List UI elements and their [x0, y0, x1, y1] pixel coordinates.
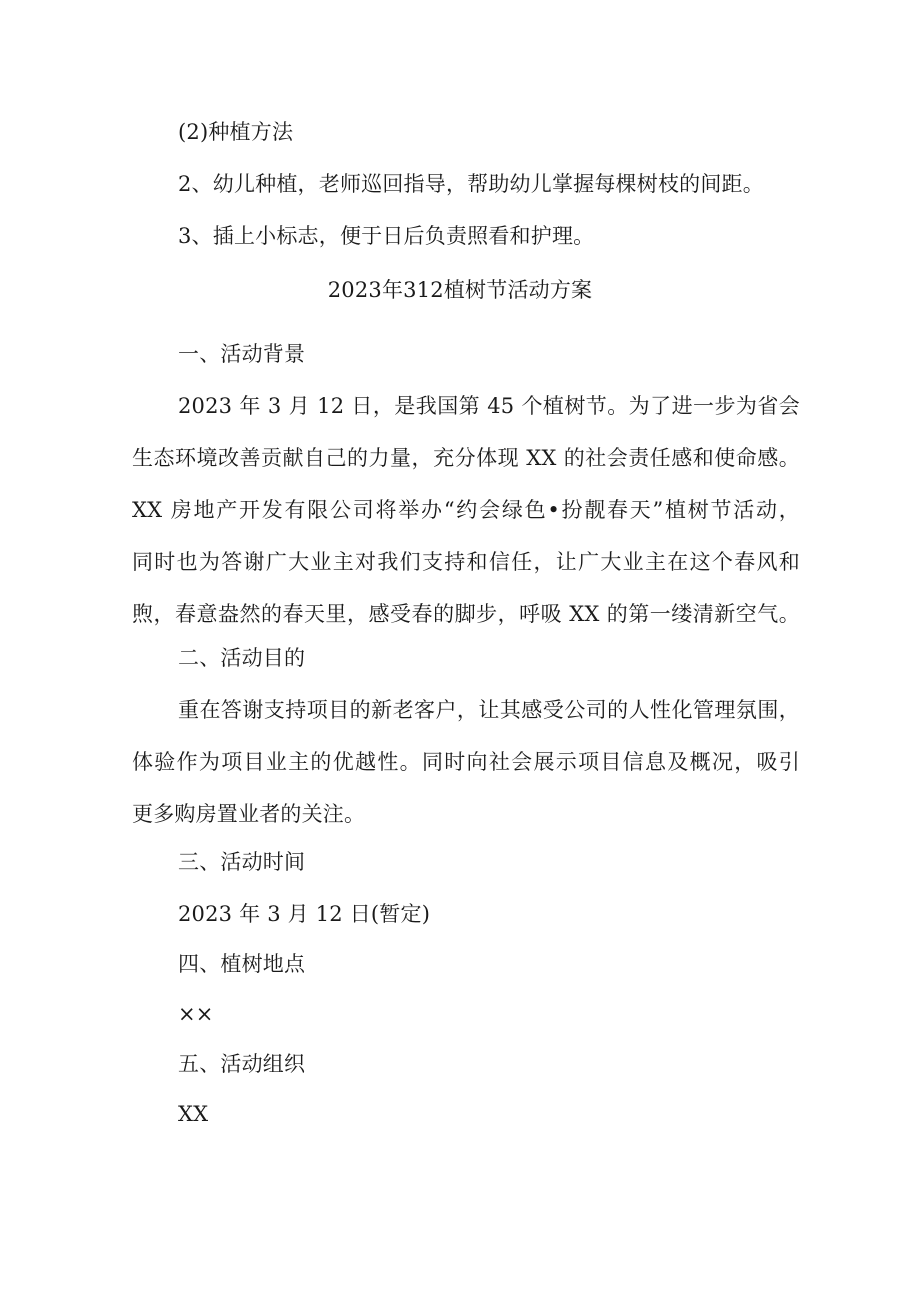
paragraph-background-line-1: 2023 年 3 月 12 日，是我国第 45 个植树节。为了进一步为省会 [178, 394, 800, 418]
document-title: 2023年312植树节活动方案 [327, 278, 593, 302]
paragraph-location: ×× [178, 1002, 214, 1026]
paragraph-time: 2023 年 3 月 12 日(暂定) [178, 902, 431, 926]
paragraph-step-3: 3、插上小标志，便于日后负责照看和护理。 [178, 224, 595, 248]
paragraph-background-line-5: 煦，春意盎然的春天里，感受春的脚步，呼吸 XX 的第一缕清新空气。 [132, 602, 800, 626]
paragraph-background-line-3: XX 房地产开发有限公司将举办“约会绿色•扮靓春天”植树节活动， [132, 498, 800, 522]
heading-purpose: 二、活动目的 [178, 646, 306, 670]
paragraph-organization: XX [178, 1102, 209, 1126]
heading-time: 三、活动时间 [178, 850, 306, 874]
paragraph-background-line-2: 生态环境改善贡献自己的力量，充分体现 XX 的社会责任感和使命感。 [132, 446, 800, 470]
paragraph-background-line-4: 同时也为答谢广大业主对我们支持和信任，让广大业主在这个春风和 [132, 550, 800, 574]
heading-organization: 五、活动组织 [178, 1052, 306, 1076]
heading-location: 四、植树地点 [178, 952, 306, 976]
heading-background: 一、活动背景 [178, 342, 306, 366]
paragraph-purpose-line-2: 体验作为项目业主的优越性。同时向社会展示项目信息及概况，吸引 [132, 750, 800, 774]
paragraph-purpose-line-3: 更多购房置业者的关注。 [132, 802, 366, 826]
paragraph-purpose-line-1: 重在答谢支持项目的新老客户，让其感受公司的人性化管理氛围， [178, 698, 800, 722]
paragraph-step-2: 2、幼儿种植，老师巡回指导，帮助幼儿掌握每棵树枝的间距。 [178, 172, 764, 196]
section-subheading-planting-method: (2)种植方法 [178, 120, 294, 144]
